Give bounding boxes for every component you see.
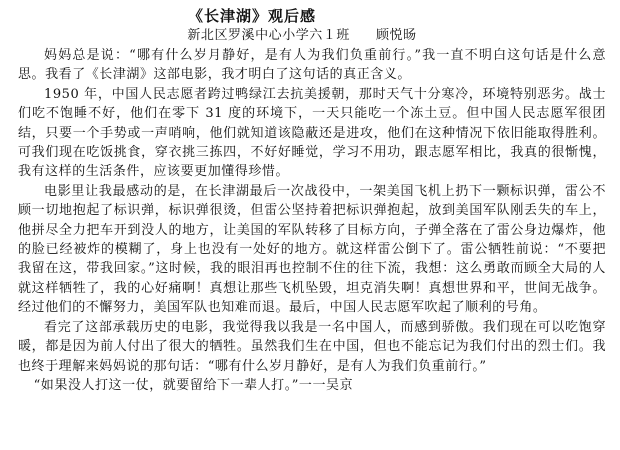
page-title: 《长津湖》观后感 xyxy=(187,7,316,25)
paragraph-1: 妈妈总是说：“哪有什么岁月静好，是有人为我们负重前行。”我一直不明白这句话是什么意思。我看了《长津湖》这部电影，我才明白了这句话的真正含义。 xyxy=(18,48,606,83)
byline xyxy=(0,26,606,45)
paragraph-4: 看完了这部承载历史的电影，我觉得我以我是一名中国人，而感到骄傲。我们现在可以吃饱穿暖，都是因为前人付出了很大的牺牲。虽然我们生在中国，但也不能忘记为我们付出的烈士们。我也终于理解来妈妈说的那句话：“哪有什么岁月静好，是有人为我们负重前行。” xyxy=(18,319,606,374)
closing-quote: “如果没人打这一仗，就要留给下一辈人打。”一一吴京 xyxy=(33,377,354,393)
school-class: 新北区罗溪中心小学六１班 xyxy=(187,28,350,43)
author-name: 顾悦旸 xyxy=(375,28,417,43)
paragraph-3: 电影里让我最感动的是，在长津湖最后一次战役中，一架美国飞机上扔下一颗标识弹，雷公不顾一切地抱起了标识弹，标识弹很烫，但雷公坚持着把标识弹抱起，放到美国军队刚丢失的车上，他拼尽全力把车开到没人的地方，让美国的军队转移了目标方向，子弹全落在了雷公身边爆炸，他的脸已经被炸的模糊了，身上也没有一处好的地方。就这样雷公倒下了。雷公牺牲前说：“不要把我留在这，带我回家。”这时候，我的眼泪再也控制不住的往下流，我想：这么勇敢而顾全大局的人就这样牺牲了，我的心好痛啊！真想让那些飞机坠毁，坦克消失啊！真想世界和平，世间无战争。经过他们的不懈努力，美国军队也知难而退。最后，中国人民志愿军吹起了顺利的号角。 xyxy=(18,183,606,316)
paragraph-2: 1950 年，中国人民志愿者跨过鸭绿江去抗美援朝，那时天气十分寒冷，环境特别恶劣。战士们吃不饱睡不好，他们在零下 31 度的环境下，一天只能吃一个冻土豆。但中国人民志愿军很团结，只要一个手势或一声哨响，他们就知道该隐蔽还是进攻，他们在这种情况下依旧能取得胜利。可我们现在吃饭挑食，穿衣挑三拣四，不好好睡觉，学习不用功，跟志愿军相比，我真的很惭愧，我有这样的生活条件，应该要更加懂得珍惜。 xyxy=(18,86,606,180)
